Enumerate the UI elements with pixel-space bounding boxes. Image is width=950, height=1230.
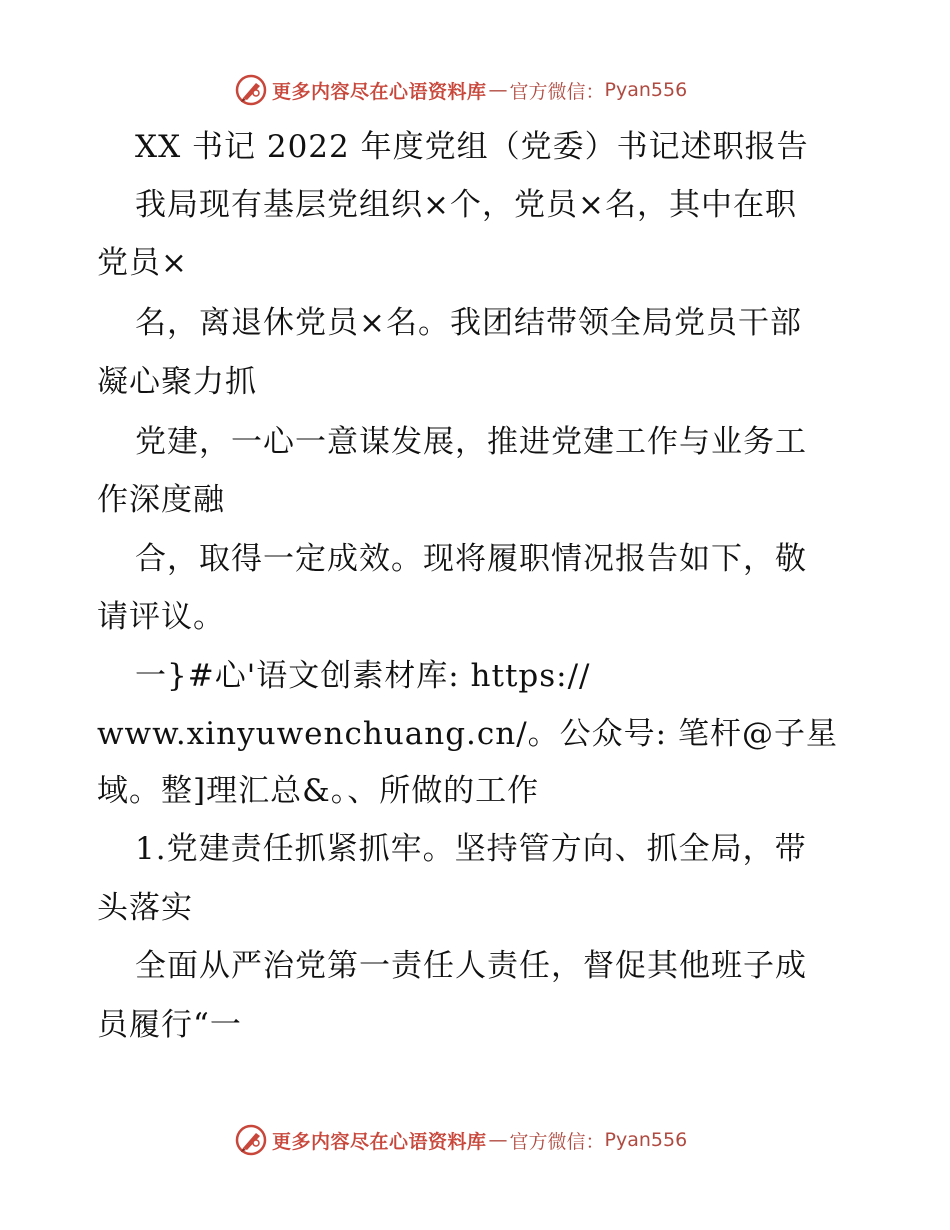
paragraph-line: 全面从严治党第一责任人责任，督促其他班子成 [135,948,807,984]
watermark-separator: — [488,79,508,101]
paragraph-line: 名，离退休党员×名。我团结带领全局党员干部 [135,305,802,341]
paragraph-line: 作深度融 [97,482,225,518]
paragraph-line: 员履行“一 [97,1007,242,1043]
paragraph-line: 党建，一心一意谋发展，推进党建工作与业务工 [135,424,807,460]
paragraph-line: www.xinyuwenchuang.cn/。公众号: 笔杆@子星 [97,716,838,752]
watermark-banner-bottom [234,1120,754,1160]
paragraph-line: 请评议。 [97,599,225,635]
paragraph-line: 一}#心'语文创素材库: https:// [135,658,591,694]
paragraph-line: 党员× [97,245,188,281]
watermark-separator: — [488,1129,508,1151]
paragraph-line: 我局现有基层党组织×个，党员×名，其中在职 [135,187,797,223]
paragraph-line: 合，取得一定成效。现将履职情况报告如下，敬 [135,541,807,577]
paragraph-line: 1.党建责任抓紧抓牢。坚持管方向、抓全局，带 [135,831,807,867]
pen-logo-icon [234,1123,268,1157]
watermark-wechat-label: 官方微信： [509,80,605,103]
paragraph-line: 凝心聚力抓 [97,364,257,400]
document-title: XX 书记 2022 年度党组（党委）书记述职报告 [135,129,809,165]
pen-logo-icon [234,73,268,107]
watermark-text: 更多内容尽在心语资料库 [272,1130,487,1153]
paragraph-line: 头落实 [97,890,193,926]
watermark-text: 更多内容尽在心语资料库 [272,80,487,103]
watermark-wechat-id: Pyan556 [604,1129,688,1151]
watermark-wechat-id: Pyan556 [604,79,688,101]
watermark-banner-top [234,70,754,110]
watermark-wechat-label: 官方微信： [509,1130,605,1153]
paragraph-line: 域。整]理汇总&。、所做的工作 [97,773,540,809]
